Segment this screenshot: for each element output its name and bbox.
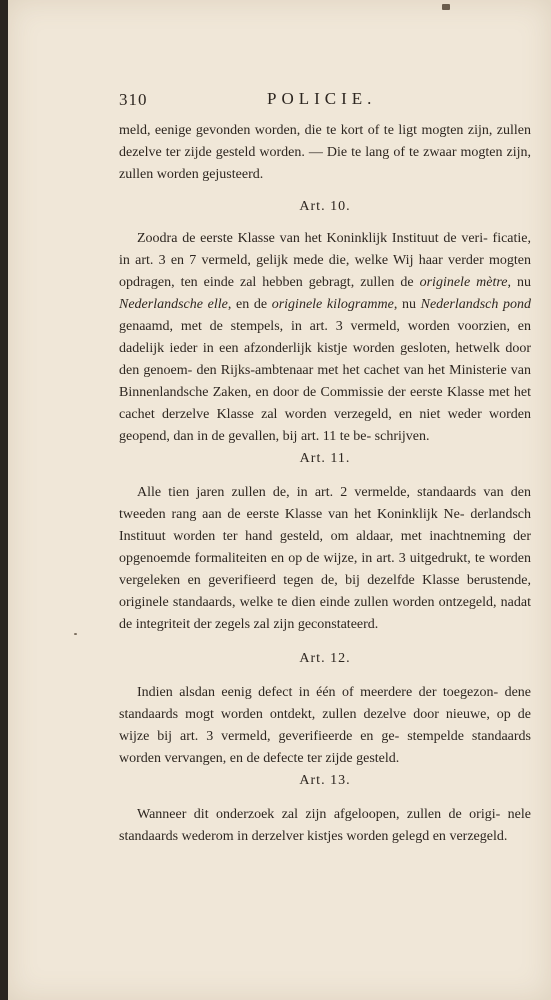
- intro-paragraph: [119, 120, 531, 186]
- article-11-text: [119, 482, 531, 636]
- text-line: den Rijks-ambtenaar met het cachet van het Ministerie van: [196, 363, 532, 378]
- text-line: Alle tien jaren zullen de, in art. 2 vermelde, standaards van: [137, 485, 504, 500]
- italic-term: Nederlandsch pond: [420, 297, 532, 312]
- text-line: Indien alsdan eenig defect in één of meerdere der toegezon-: [137, 685, 499, 700]
- article-heading-10: Art. 10.: [299, 199, 351, 214]
- text-line: met het cachet derzelve Klasse zal worden verzegeld, en niet: [119, 385, 531, 422]
- text-line: Binnenlandsche Zaken, en door de Commissie der eerste Klasse: [119, 385, 485, 400]
- page-number: 310: [119, 90, 148, 109]
- text-line: nele standaards wederom in derzelver kistjes worden gelegd en: [119, 807, 531, 844]
- article-13-text: [119, 804, 531, 848]
- running-title: POLICIE.: [267, 89, 377, 108]
- italic-term: originele: [271, 297, 323, 312]
- text-line: haar verder mogten opdragen, ten einde zal hebben gebragt,: [119, 253, 531, 290]
- italic-term: originele mètre: [419, 275, 508, 290]
- text-line: te dien einde zullen worden ontzegeld, nadat de integriteit der: [119, 595, 531, 632]
- paper-spot: [74, 633, 77, 635]
- text-line: gesteld.: [356, 751, 400, 766]
- text-line: in art. 3 vermeld, worden voorzien, en dadelijk ieder in een: [119, 319, 532, 356]
- text-fragment: zullen de: [360, 275, 420, 290]
- text-line: derlandsch Instituut worden ter hand gesteld, om aldaar, met: [119, 507, 531, 544]
- text-line: art. 3 uitgedrukt, te worden vergeleken en geverifieerd tegen: [119, 551, 531, 588]
- text-line: inachtneming der opgenoemde formaliteiten en op de wijze, in: [119, 529, 532, 566]
- italic-term: kilogramme: [326, 297, 394, 312]
- text-line: of te zwaar mogten zijn, zullen worden gejusteerd.: [119, 145, 532, 182]
- text-line: Wanneer dit onderzoek zal zijn afgeloopen, zullen de origi-: [137, 807, 501, 822]
- text-line: nieuwe, op de wijze bij art. 3 vermeld, geverifieerde en ge-: [119, 707, 532, 744]
- text-line: zijn, zullen dezelve ter zijde gesteld worden. — Die te lang: [119, 123, 532, 160]
- book-page: [8, 0, 551, 1000]
- text-fragment: genaamd, met de stempels,: [119, 319, 284, 334]
- text-line: de, bij dezelfde Klasse berustende, originele standaards, welke: [119, 573, 532, 610]
- text-fragment: , en de: [227, 297, 272, 312]
- text-line: dene standaards mogt worden ontdekt, zullen dezelve door: [119, 685, 532, 722]
- article-12-text: [119, 682, 531, 770]
- text-fragment: , nu: [393, 297, 421, 312]
- article-heading-11: Art. 11.: [299, 451, 351, 466]
- text-fragment: , nu: [507, 275, 532, 290]
- text-line: schrijven.: [374, 429, 430, 444]
- text-line: stempelde standaards worden vervangen, en de defecte ter zijde: [119, 729, 532, 766]
- text-line: Zoodra de eerste Klasse van het Koninklijk Instituut de veri-: [137, 231, 488, 246]
- text-line: den tweeden rang aan de eerste Klasse van het Koninklijk Ne-: [119, 485, 532, 522]
- page-edge-mark: [442, 4, 450, 10]
- page-content: [119, 86, 531, 848]
- italic-term: Nederlandsche elle: [119, 297, 228, 312]
- text-line: meld, eenige gevonden worden, die te kort of te ligt mogten: [119, 123, 464, 138]
- article-10-text: [119, 228, 531, 448]
- article-heading-12: Art. 12.: [299, 651, 351, 666]
- text-line: weder worden geopend, dan in de gevallen, bij art. 11 te be-: [119, 407, 532, 444]
- text-line: verzegeld.: [449, 829, 508, 844]
- text-line: afzonderlijk kistje worden gesloten, hetwelk door den genoem-: [119, 341, 531, 378]
- text-line: zegels zal zijn geconstateerd.: [215, 617, 379, 632]
- text-line: ficatie, in art. 3 en 7 vermeld, gelijk mede die, welke Wij: [119, 231, 532, 268]
- page-header: [119, 86, 531, 116]
- article-heading-13: Art. 13.: [299, 773, 351, 788]
